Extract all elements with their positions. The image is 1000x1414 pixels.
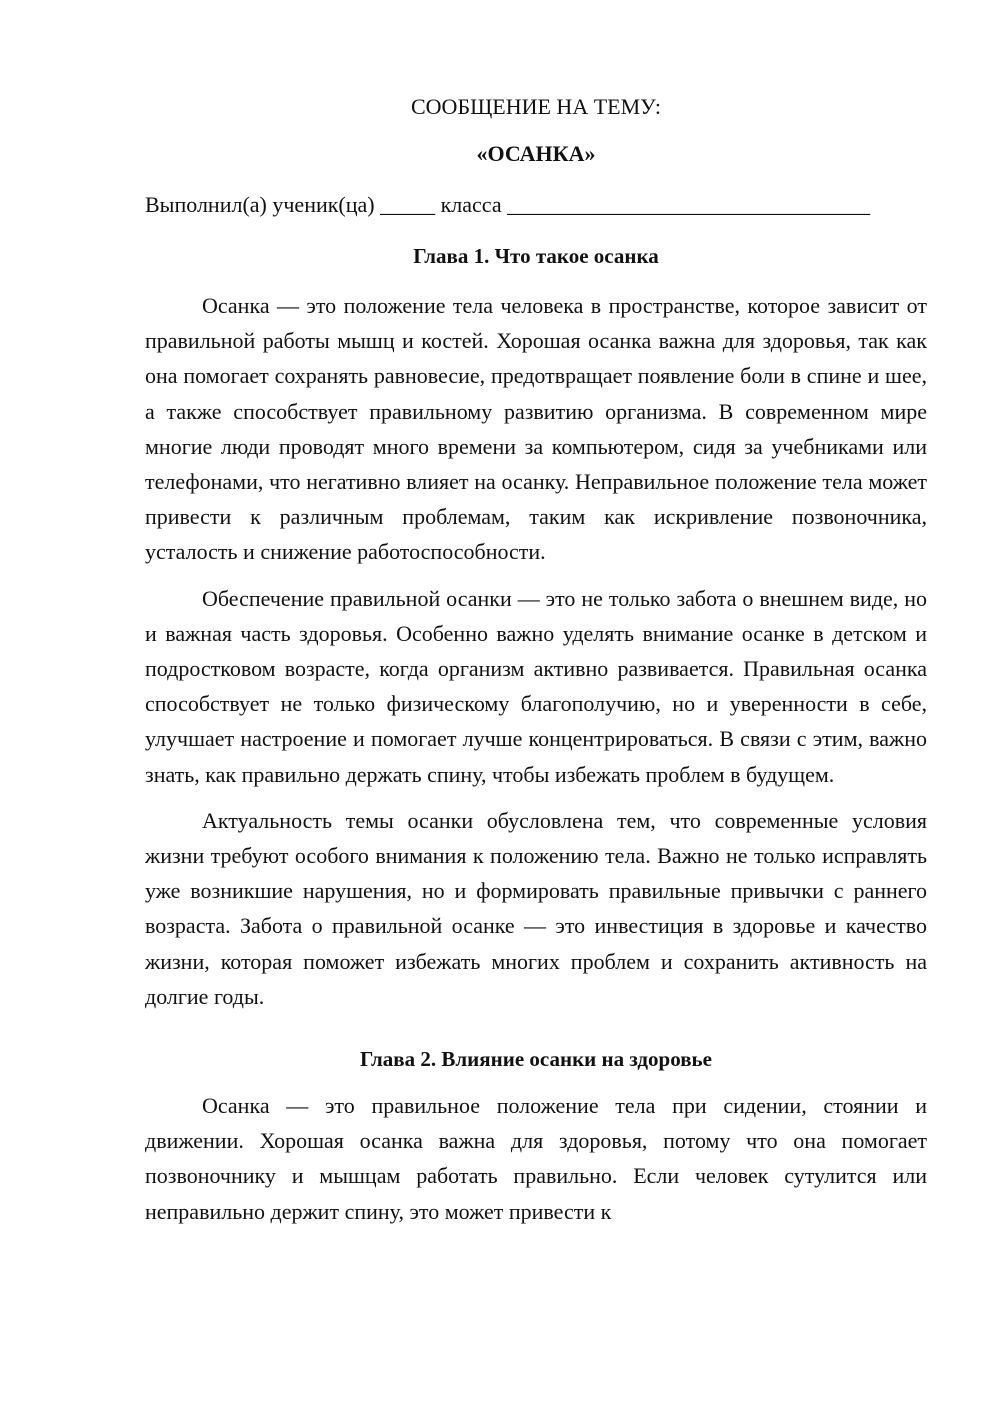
- author-line: Выполнил(а) ученик(ца) _____ класса _________________________________: [145, 192, 871, 217]
- chapter-1-paragraph-1: Осанка — это положение тела человека в пространстве, которое зависит от правильной работы мышц и костей. Хорошая осанка важна для здоровья, так как она помогает сохранять равновесие, предотвращает появление боли в спине и шее, а также способствует правильному развитию организма. В современном мире многие люди проводят много времени за компьютером, сидя за учебниками или телефонами, что негативно влияет на осанку. Неправильное положение тела может привести к различным проблемам, таким как искривление позвоночника, усталость и снижение работоспособности.: [145, 293, 927, 565]
- chapter-2-heading: Глава 2. Влияние осанки на здоровье: [360, 1047, 712, 1072]
- document-title: СООБЩЕНИЕ НА ТЕМУ:: [411, 94, 661, 119]
- chapter-1-heading: Глава 1. Что такое осанка: [413, 244, 659, 268]
- document-page: [145, 92, 927, 1229]
- chapter-2-paragraph-1: Осанка — это правильное положение тела при сидении, стоянии и движении. Хорошая осанка важна для здоровья, потому что она помогает позвоночнику и мышцам работать правильно. Если человек сутулится или неправильно держит спину, это может привести к: [145, 1093, 927, 1224]
- chapter-1-paragraph-2: Обеспечение правильной осанки — это не только забота о внешнем виде, но и важная часть здоровья. Особенно важно уделять внимание осанке в детском и подростковом возрасте, когда организм активно развивается. Правильная осанка способствует не только физическому благополучию, но и уверенности в себе, улучшает настроение и помогает лучше концентрироваться. В связи с этим, важно знать, как правильно держать спину, чтобы избежать проблем в будущем.: [145, 585, 927, 787]
- chapter-1-paragraph-3: Актуальность темы осанки обусловлена тем, что современные условия жизни требуют особого внимания к положению тела. Важно не только исправлять уже возникшие нарушения, но и формировать правильные привычки с раннего возраста. Забота о правильной осанке — это инвестиция в здоровье и качество жизни, которая поможет избежать многих проблем и сохранить активность на долгие годы.: [145, 807, 927, 1009]
- document-subtitle: «ОСАНКА»: [476, 141, 596, 166]
